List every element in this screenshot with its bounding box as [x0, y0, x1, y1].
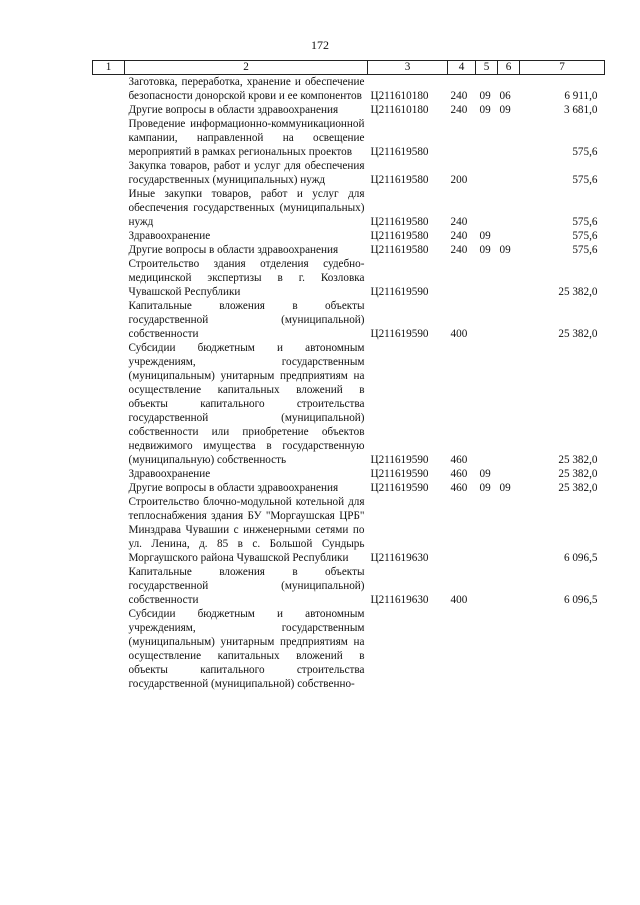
- row-subsection: [498, 495, 520, 565]
- table-row: [93, 159, 605, 187]
- row-name: Другие вопросы в области здравоохранения: [128, 244, 339, 256]
- blank-cell: [93, 299, 125, 341]
- row-name: Субсидии бюджетным и автономным учреждениям, государственным (муниципальным) унитарным предприятиям на осуществление капитальных вложений в объекты капитального строительства государственной (муниципальной) собственности или приобретение объектов недвижимого имущества в государственную (муниципальную) собственность: [128, 342, 365, 466]
- blank-cell: [93, 257, 125, 299]
- row-expense-type: [448, 117, 476, 159]
- blank-cell: [93, 229, 125, 243]
- row-section: 09: [479, 482, 491, 494]
- row-code: Ц211619580: [370, 146, 429, 158]
- table-row: [93, 187, 605, 229]
- blank-cell: [93, 467, 125, 481]
- row-section: [476, 607, 498, 691]
- row-name: Другие вопросы в области здравоохранения: [128, 104, 339, 116]
- row-expense-type: [448, 257, 476, 299]
- row-expense-type: [448, 495, 476, 565]
- column-header: 7: [520, 61, 605, 75]
- budget-table: [92, 60, 605, 691]
- row-expense-type: 460: [450, 482, 468, 494]
- row-section: 09: [479, 244, 491, 256]
- row-name: Закупка товаров, работ и услуг для обеспечения государственных (муниципальных) нужд: [128, 160, 365, 186]
- row-subsection: 09: [499, 482, 511, 494]
- table-row: [93, 229, 605, 243]
- row-subsection: [498, 257, 520, 299]
- row-name: Строительство здания отделения судебно-медицинской экспертизы в г. Козловка Чувашской Республики: [128, 258, 365, 298]
- column-header: 5: [476, 61, 498, 75]
- row-amount: 6 096,5: [563, 594, 598, 606]
- row-name: Здравоохранение: [128, 230, 211, 242]
- row-code: Ц211610180: [370, 104, 429, 116]
- row-expense-type: [448, 607, 476, 691]
- row-amount: 6 096,5: [563, 552, 598, 564]
- row-section: [476, 341, 498, 467]
- row-expense-type: 460: [450, 454, 468, 466]
- table-row: [93, 75, 605, 104]
- table-row: [93, 495, 605, 565]
- row-section: [476, 495, 498, 565]
- row-amount: 575,6: [572, 174, 598, 186]
- row-name: Здравоохранение: [128, 468, 211, 480]
- row-subsection: [498, 467, 520, 481]
- row-section: [476, 299, 498, 341]
- row-expense-type: 240: [450, 244, 468, 256]
- row-name: Другие вопросы в области здравоохранения: [128, 482, 339, 494]
- blank-cell: [93, 495, 125, 565]
- row-amount: 25 382,0: [558, 454, 598, 466]
- row-amount: 575,6: [572, 216, 598, 228]
- table-row: [93, 117, 605, 159]
- column-header: 6: [498, 61, 520, 75]
- row-subsection: [498, 299, 520, 341]
- column-header: 2: [125, 61, 368, 75]
- blank-cell: [93, 481, 125, 495]
- table-row: [93, 565, 605, 607]
- row-expense-type: 400: [450, 328, 468, 340]
- blank-cell: [93, 565, 125, 607]
- row-section: 09: [479, 230, 491, 242]
- row-section: [476, 565, 498, 607]
- row-section: [476, 257, 498, 299]
- table-row: [93, 341, 605, 467]
- table-header-row: [93, 61, 605, 75]
- row-subsection: [498, 565, 520, 607]
- row-amount: 575,6: [572, 230, 598, 242]
- row-amount: 25 382,0: [558, 286, 598, 298]
- row-name: Строительство блочно-модульной котельной для теплоснабжения здания БУ "Моргаушская ЦРБ" Минздрава Чувашии с инженерными сетями по ул. Ленина, д. 85 в с. Большой Сундырь Моргаушского района Чувашской Республики: [128, 496, 365, 564]
- row-expense-type: 240: [450, 216, 468, 228]
- row-amount: 575,6: [572, 244, 598, 256]
- column-header: 3: [368, 61, 448, 75]
- row-section: [476, 159, 498, 187]
- row-subsection: [498, 159, 520, 187]
- column-header: 4: [448, 61, 476, 75]
- table-row: [93, 607, 605, 691]
- table-row: [93, 103, 605, 117]
- row-code: Ц211619580: [370, 174, 429, 186]
- row-expense-type: 240: [450, 230, 468, 242]
- row-amount: 575,6: [572, 146, 598, 158]
- row-code: Ц211619590: [370, 286, 429, 298]
- row-code: Ц211619580: [370, 230, 429, 242]
- row-name: Капитальные вложения в объекты государственной (муниципальной) собственности: [128, 300, 365, 340]
- row-amount: 25 382,0: [558, 328, 598, 340]
- table-body: [93, 75, 605, 692]
- blank-cell: [93, 187, 125, 229]
- row-code: Ц211619590: [370, 468, 429, 480]
- row-section: 09: [479, 104, 491, 116]
- row-expense-type: 400: [450, 594, 468, 606]
- page-number: 172: [311, 38, 329, 52]
- row-section: 09: [479, 90, 491, 102]
- row-amount: [520, 607, 605, 691]
- row-name: Иные закупки товаров, работ и услуг для обеспечения государственных (муниципальных) нужд: [128, 188, 365, 228]
- row-section: 09: [479, 468, 491, 480]
- row-subsection: 09: [499, 104, 511, 116]
- table-row: [93, 257, 605, 299]
- row-code: Ц211619580: [370, 216, 429, 228]
- row-amount: 25 382,0: [558, 468, 598, 480]
- row-amount: 25 382,0: [558, 482, 598, 494]
- row-name: Капитальные вложения в объекты государственной (муниципальной) собственности: [128, 566, 365, 606]
- row-code: Ц211619590: [370, 328, 429, 340]
- blank-cell: [93, 243, 125, 257]
- blank-cell: [93, 75, 125, 104]
- row-code: [368, 607, 448, 691]
- blank-cell: [93, 103, 125, 117]
- row-section: [476, 187, 498, 229]
- row-amount: 6 911,0: [564, 90, 598, 102]
- row-name: Заготовка, переработка, хранение и обеспечение безопасности донорской крови и ее компонентов: [128, 76, 365, 102]
- row-subsection: 06: [499, 90, 511, 102]
- table-row: [93, 467, 605, 481]
- blank-cell: [93, 607, 125, 691]
- row-amount: 3 681,0: [563, 104, 598, 116]
- row-subsection: 09: [499, 244, 511, 256]
- row-subsection: [498, 341, 520, 467]
- row-code: Ц211610180: [370, 90, 429, 102]
- row-section: [476, 117, 498, 159]
- column-header: 1: [93, 61, 125, 75]
- row-code: Ц211619630: [370, 552, 429, 564]
- row-code: Ц211619590: [370, 454, 429, 466]
- row-subsection: [498, 607, 520, 691]
- row-name: Субсидии бюджетным и автономным учреждениям, государственным (муниципальным) унитарным предприятиям на осуществление капитальных вложений в объекты капитального строительства государственной (муниципальной) собственно-: [128, 608, 365, 690]
- blank-cell: [93, 159, 125, 187]
- blank-cell: [93, 341, 125, 467]
- row-name: Проведение информационно-коммуникационной кампании, направленной на освещение мероприятий в рамках региональных проектов: [128, 118, 365, 158]
- row-expense-type: 240: [450, 90, 468, 102]
- row-code: Ц211619630: [370, 594, 429, 606]
- row-subsection: [498, 117, 520, 159]
- row-subsection: [498, 229, 520, 243]
- row-code: Ц211619580: [370, 244, 429, 256]
- blank-cell: [93, 117, 125, 159]
- row-expense-type: 200: [450, 174, 468, 186]
- row-expense-type: 460: [450, 468, 468, 480]
- table-row: [93, 299, 605, 341]
- table-row: [93, 481, 605, 495]
- row-code: Ц211619590: [370, 482, 429, 494]
- table-row: [93, 243, 605, 257]
- row-subsection: [498, 187, 520, 229]
- row-expense-type: 240: [450, 104, 468, 116]
